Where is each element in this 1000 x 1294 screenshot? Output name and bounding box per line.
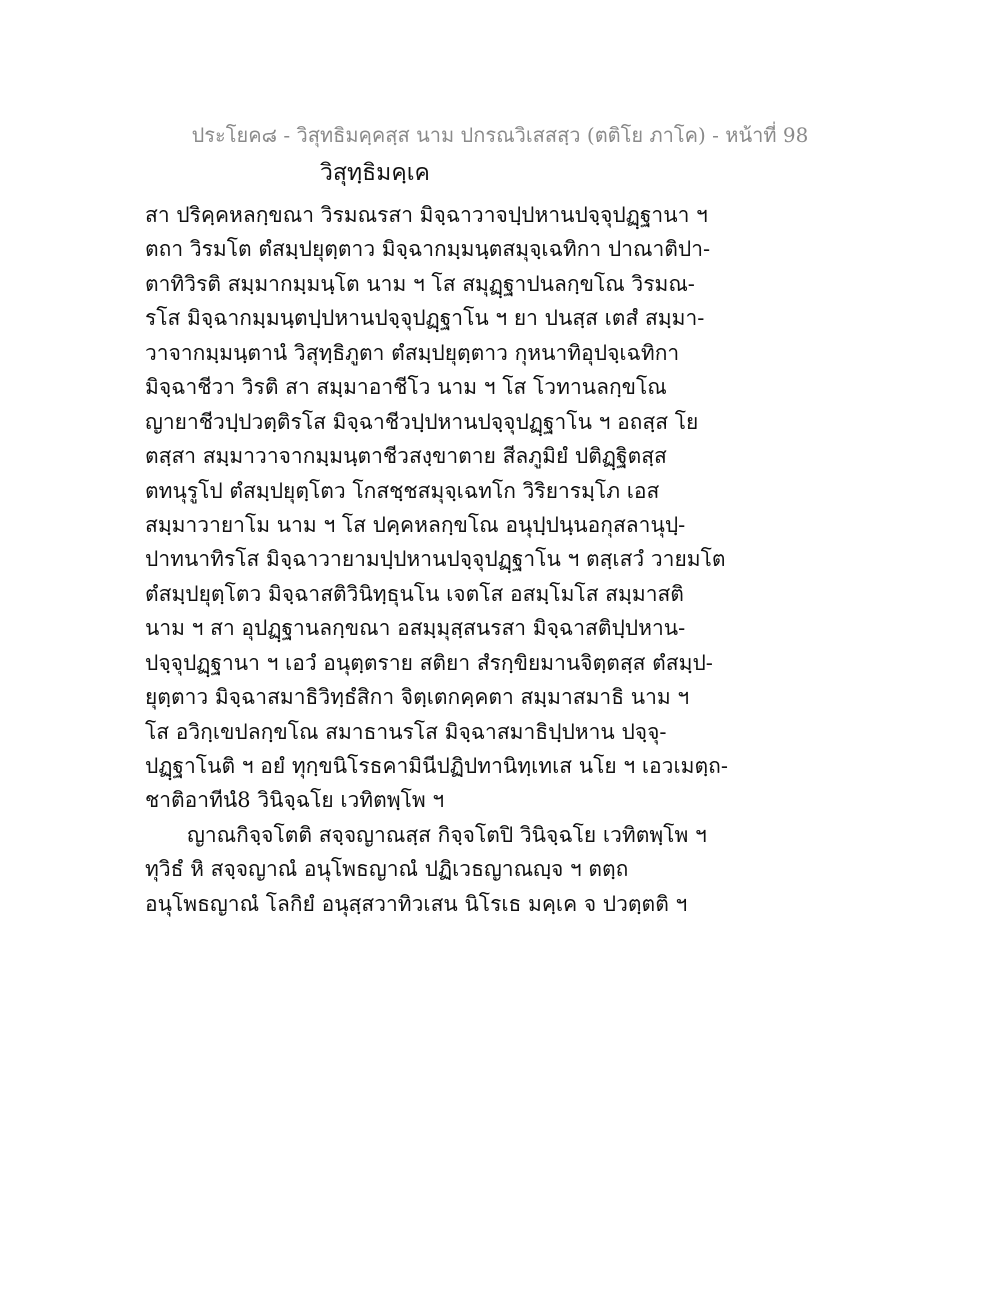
text-line: ปฏฺฐาโนติ ฯ อยํ ทุกฺขนิโรธคามินีปฏิปทานิทฺเทเส นโย ฯ เอวเมตฺถ- bbox=[145, 754, 728, 778]
section-title: วิสุทฺธิมคฺเค bbox=[320, 160, 430, 186]
text-line: ปจฺจุปฏฺฐานา ฯ เอวํ อนุตฺตราย สติยา สํรกฺขิยมานจิตฺตสฺส ตํสมฺป- bbox=[145, 650, 713, 675]
text-line: วาจากมฺมนฺตานํ วิสุทฺธิภูตา ตํสมฺปยุตฺตาว กุหนาทิอุปจฺเฉทิกา bbox=[145, 340, 680, 365]
body-text bbox=[145, 198, 728, 921]
text-line: ทุวิธํ หิ สจฺจญาณํ อนุโพธญาณํ ปฏิเวธญาณญฺจ ฯ ตตฺถ bbox=[145, 857, 629, 882]
text-line: โส อวิกฺเขปลกฺขโณ สมาธานรโส มิจฺฉาสมาธิปฺปหาน ปจฺจุ- bbox=[145, 719, 667, 744]
text-line: ชาติอาทีนํ8 วินิจฺฉโย เวทิตพฺโพ ฯ bbox=[145, 788, 445, 813]
text-line: ตทนุรูโป ตํสมฺปยุตฺโตว โกสชฺชสมุจฺเฉทโก วิริยารมฺโภ เอส bbox=[145, 478, 660, 503]
text-line: อนุโพธญาณํ โลกิยํ อนุสฺสวาทิวเสน นิโรเธ มคฺเค จ ปวตฺตติ ฯ bbox=[145, 891, 688, 916]
text-line: ตํสมฺปยุตฺโตว มิจฺฉาสติวินิทฺธุนโน เจตโส อสมฺโมโส สมฺมาสติ bbox=[145, 581, 684, 606]
text-line: รโส มิจฺฉากมฺมนฺตปฺปหานปจฺจุปฏฺฐาโน ฯ ยา ปนสฺส เตสํ สมฺมา- bbox=[145, 306, 705, 331]
text-line: มิจฺฉาชีวา วิรติ สา สมฺมาอาชีโว นาม ฯ โส โวทานลกฺขโณ bbox=[145, 375, 667, 400]
page-running-header: ประโยค๘ - วิสุทธิมคฺคสฺส นาม ปกรณวิเสสสฺว (ตติโย ภาโค) - หน้าที่ 98 bbox=[191, 123, 809, 147]
text-line: ตถา วิรมโต ตํสมฺปยุตฺตาว มิจฺฉากมฺมนฺตสมุจฺเฉทิกา ปาณาติปา- bbox=[145, 237, 711, 262]
text-line: สา ปริคฺคหลกฺขณา วิรมณรสา มิจฺฉาวาจปฺปหานปจฺจุปฏฺฐานา ฯ bbox=[145, 203, 708, 227]
text-line: ตาทิวิรติ สมฺมากมฺมนฺโต นาม ฯ โส สมุฏฺฐาปนลกฺขโณ วิรมณ- bbox=[145, 271, 695, 296]
text-line: สมฺมาวายาโม นาม ฯ โส ปคฺคหลกฺขโณ อนุปฺปนฺนอกุสลานุปฺ- bbox=[145, 512, 686, 537]
text-line: นาม ฯ สา อุปฏฺฐานลกฺขณา อสมฺมุสฺสนรสา มิจฺฉาสติปฺปหาน- bbox=[145, 616, 686, 641]
text-line: ยุตฺตาว มิจฺฉาสมาธิวิทฺธํสิกา จิตฺเตกคฺคตา สมฺมาสมาธิ นาม ฯ bbox=[145, 685, 690, 710]
text-line: ตสฺสา สมฺมาวาจากมฺมนฺตาชีวสงฺขาตาย สีลภูมิยํ ปติฏฺฐิตสฺส bbox=[145, 444, 667, 469]
paragraph-first-line: ญาณกิจฺจโตติ สจฺจญาณสฺส กิจฺจโตปิ วินิจฺฉโย เวทิตพฺโพ ฯ bbox=[187, 822, 707, 847]
text-line: ปาทนาทิรโส มิจฺฉาวายามปฺปหานปจฺจุปฏฺฐาโน ฯ ตสฺเสวํ วายมโต bbox=[145, 547, 726, 572]
text-line: ญายาชีวปฺปวตฺติรโส มิจฺฉาชีวปฺปหานปจฺจุปฏฺฐาโน ฯ อถสฺส โย bbox=[145, 409, 699, 434]
